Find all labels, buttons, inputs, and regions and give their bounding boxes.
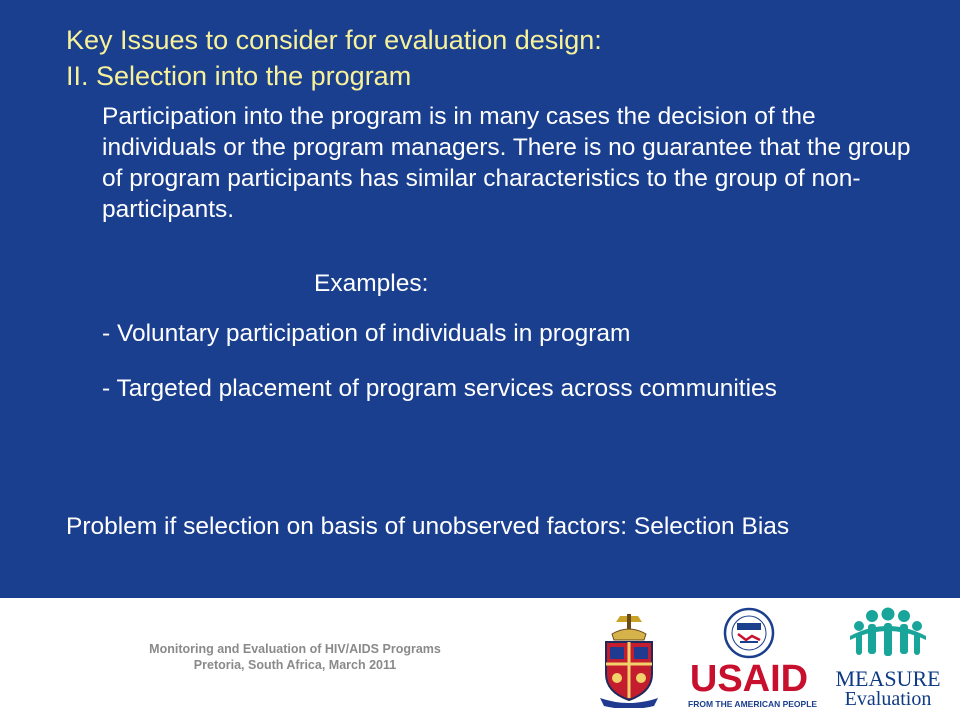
measure-wordmark: MEASURE xyxy=(835,666,941,691)
footer-caption-line-2: Pretoria, South Africa, March 2011 xyxy=(193,658,397,672)
usaid-seal-icon xyxy=(688,606,810,660)
footer-caption-line-1: Monitoring and Evaluation of HIV/AIDS Programs xyxy=(149,642,441,656)
body-paragraph: Participation into the program is in many cases the decision of the individuals or the program managers. There is no guarantee that the group of program participants has similar characteristics to the group of non-participants. xyxy=(102,103,911,223)
people-group-icon xyxy=(832,606,944,666)
footer-caption xyxy=(100,641,490,673)
usaid-tagline: FROM THE AMERICAN PEOPLE xyxy=(688,699,818,709)
problem-statement: Problem if selection on basis of unobserved factors: Selection Bias xyxy=(66,513,790,540)
example-item: - Voluntary participation of individuals in program xyxy=(102,320,631,347)
usaid-wordmark: USAID xyxy=(689,658,809,700)
crest-icon xyxy=(596,612,662,708)
slide-title-line-1: Key Issues to consider for evaluation design: xyxy=(66,25,602,55)
evaluation-wordmark: Evaluation xyxy=(844,688,932,710)
usaid-logo xyxy=(688,606,818,710)
example-item: - Targeted placement of program services across communities xyxy=(102,375,777,402)
slide-title-line-2: II. Selection into the program xyxy=(66,61,412,91)
measure-evaluation-logo xyxy=(832,606,944,710)
university-crest-logo xyxy=(596,612,662,708)
examples-heading: Examples: xyxy=(314,270,429,297)
